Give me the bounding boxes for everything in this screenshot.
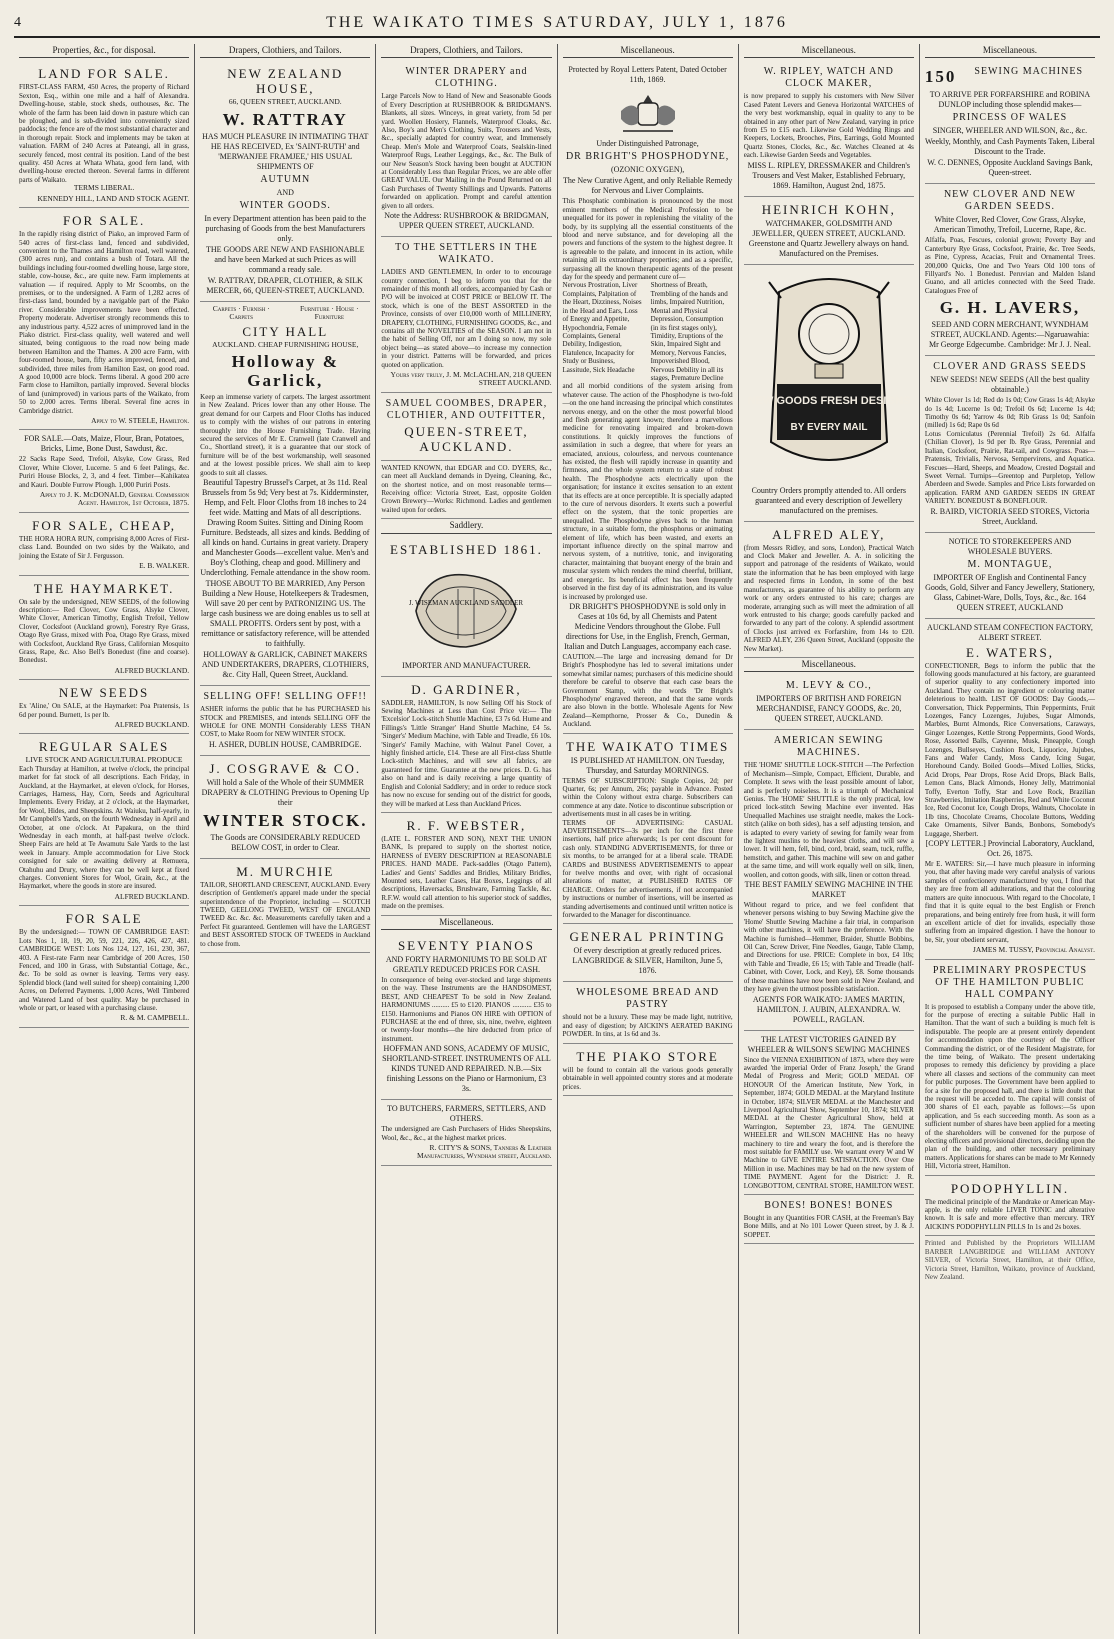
furnishing-brace [200,305,370,322]
ad-bones [744,1195,914,1244]
ad-factory: AUCKLAND STEAM CONFECTION FACTORY, ALBERT STREET. [927,622,1093,642]
section-header: Saddlery. [381,519,551,533]
ad-headline-row [925,64,1095,89]
ad-body: On sale by the undersigned, NEW SEEDS, of the following description:— Red Clover, Cow Grass, Alsyke Clover, White Clover, American Timothy, English Trefoil, Yellow Clover, Cocksfoot (Auckland grown), Forestry Rye Grass, Otago Rye Grass, mixed with Poa, Otago Rye Grass, mixed with Cocksfoot, Auckland Rye Grass, Californian Mosquito Grass, Rape, &c. Also Bell's Bonedust (fine and coarse). Bonedust. [19,597,190,665]
ad-body: will be found to contain all the various goods generally obtainable in well appointed country stores and at moderate prices. [562,1065,733,1091]
ad-winter-goods: WINTER GOODS. [239,199,331,211]
ad-title: LAND FOR SALE. [38,66,170,82]
ad-waters [925,619,1095,960]
ad-country-orders: Country Orders promptly attended to. All orders guaranteed and every description of Jewellery manufactured on the premises. [751,485,906,515]
ad-signature: E. B. WALKER. [139,561,190,571]
ad-patronage: Under Distinguished Patronage, [596,139,699,149]
ad-body: WANTED KNOWN, that EDGAR and CO. DYERS, &c., can meet all Auckland demands in Dyeing, Cleaning, &c., on the shortest notice, and on most reasonable terms—Receiving office: Victoria Street, East, opposite Golden Crown Brewery—Works: Richmond. Ladies and gentlemen waited upon for orders. [381,463,552,514]
ad-title: FOR SALE. [62,213,146,229]
ad-signature: Apply to J. K. McDONALD, General Commission Agent. Hamilton, 1st October, 1875. [39,490,190,508]
ad-signature: Note the Address: RUSHBROOK & BRIDGMAN, UPPER QUEEN STREET, AUCKLAND. [384,211,549,231]
ad-gardiner [381,677,551,813]
ad-alexander-watch [744,265,914,522]
ad-baird [925,356,1095,532]
ad-waikato-times [563,734,733,925]
ad-body: Of every description at greatly reduced prices. LANGBRIDGE & SILVER, Hamilton, June 5, 1876. [572,946,723,976]
ad-body: Keep an immense variety of carpets. The largest assortment in New Zealand. Prices lower than any other House. The great demand for our Carpets and Floor Cloths has induced us to comply with the wishes of our patrons in entering thoroughly into the House Furnishing Trade. Having secured the services of Mr E. Cranwell (late Cranwell and Co., Shortland street), it is a guarantee that our stock of furniture will be of the best workmanship, well seasoned and at the lowest possible prices. We shall aim to keep goods to suit all classes. [200,393,371,477]
ad-body: ASHER informs the public that he has PURCHASED his STOCK and PREMISES, and intends SELLING OFF the WHOLE for ONE MONTH Considerably LESS THAN COST, to Make Room for NEW WINTER STOCK. [200,705,371,739]
ad-title: WHOLESOME BREAD AND PASTRY [576,987,720,1011]
ad-body: HAS MUCH PLEASURE IN INTIMATING THAT HE HAS RECEIVED, Ex 'SAINT-RUTH' and 'MERWANJEE FRAMJEE,' HIS USUAL SHIPMENTS OF [202,131,369,171]
ad-title: TO THE SETTLERS IN THE WAIKATO. [395,242,538,266]
ad-montague [925,533,1095,619]
pocket-watch-icon [747,272,911,482]
ad-murchie [200,859,370,953]
ad-signature: ALFRED BUCKLAND. [114,665,190,675]
ad-body: By the undersigned:— TOWN OF CAMBRIDGE EAST: Lots Nos 1, 18, 19, 20, 59, 221, 226, 426, 427, 481. CAMBRIDGE WEST: Lots Nos 124, 127, 161, 230, 367, 403. A First-rate Farm near Cambridge of 200 Acres, 150 Fenced, and 100 in Grass, with Substantial Cottage, &c., &c. To be sold as owner is leaving. Terms very easy. Splendid block (land well suited for sheep) containing 1,200 Acres, on Deferred Payments. 1,000 Acres, Well Timbered and Watered Land of best quality. May be purchased in whole or part, or leased with a purchasing clause. [19,928,190,1012]
ad-importer: IMPORTER AND MANUFACTURER. [402,660,531,670]
ad-butchers [381,1100,551,1166]
ad-title: TO BUTCHERS, FARMERS, SETTLERS, AND OTHERS. [387,1104,546,1124]
ad-edgar-dyers [381,461,551,519]
ad-title: WINTER DRAPERY and CLOTHING. [405,66,528,90]
column-properties [14,44,195,1634]
ad-rushbrook [381,61,551,237]
ad-body: (from Messrs Ridley, and sons, London), Practical Watch and Clock Maker and Jeweller. A. A. in soliciting the support and patronage of the residents of Waikato, would state the information that he has been employed with large and respected firms in London, in some of the best manufacturers, as guarantee of his ability to perform any work or any orders entrusted to his care; charges are moderate, arranging such as will meet the admiration of all work entrusted to his charge; goods carefully packed and forwarded to any part of the colony. A splendid assortment of Clocks just arrived ex Forfarshire, from 14s to £20. ALFRED ALEY, 236 Queen Street, Auckland (opposite the New Market). [743,543,914,653]
ad-ripley [744,61,914,196]
ad-title: FOR SALE, CHEAP, [32,517,177,533]
ad-signature: W. RATTRAY, DRAPER, CLOTHIER, & SILK MERCER, 66, QUEEN-STREET, AUCKLAND. [206,275,365,295]
saddle-illustration [381,561,551,657]
ad-webster [381,813,551,916]
ad-body: CONFECTIONER, Begs to inform the public that the following goods manufactured at his factory, are guaranteed of superior quality to any confectionery imported into Auckland. They contain no ingredient or colouring matter deleterious to health. LIST OF GOODS: Day Goods,—Conversation, Thick Peppermints, Thin Peppermints, Fruit Lozenges, Fancy Lozenges, Jujubes, Sugar Almonds, Marbles, Burnt Almonds, Rice Conversations, Caraways, Ginger Lozenges, Kettle Strong Peppermints, Good Words, Rose, Assorted Balls, Cayenne, Musk, Pineapple, Cough Lozenges, Bullseyes, Cushion Rock, Liquorice, Jujubes, Fans and Wafer Candy, Moss Candy, Icing Sugar, Horehound Candy. Boiled Goods—Mixed Lollies, Sticks, Acid Drops, Pear Drops, Rose Acid Drops, Black Balls, Lemon Cans, Black Almonds, Honey Jelly, Matrimonial Toffy, Everton Toffy, Star and Love Rock, Brazilian Strawberries, Imitation Raspberries, Red and White Coconut Ice, Red Coconut Ice, Cough Drops, Walnuts, Chocolate in 1lb tins, Chocolate Creams, Chocolate Buttons, Wedding Cake Ornaments, Silver Bands, Bonbons, Somebody's Luggage, Sherbert. [924,661,1096,838]
ad-title: R. F. WEBSTER, [406,817,527,833]
ad-aley [744,522,914,658]
ad-title: CLOVER AND GRASS SEEDS [933,361,1087,373]
ad-reduced: The Goods are CONSIDERABLY REDUCED BELOW COST, in order to Clear. [210,832,361,852]
brace-right: Furniture · House · Furniture [300,303,359,322]
column-header: Miscellaneous. [925,44,1095,58]
ad-title: NEW SEEDS [58,685,150,701]
ad-title: HEINRICH KOHN, [761,201,896,217]
ad-title: REGULAR SALES [38,739,170,755]
column-header: Drapers, Clothiers, and Tailors. [200,44,370,58]
ad-wiseman [381,537,551,677]
ad-sale-cheap [19,513,189,576]
ad-tapestry: Beautiful Tapestry Brussel's Carpet, at 3s 11d. Real Brussels from 5s 9d; Very best at 7s. Kidderminster, Hemp, and Felt. Floor Cloths from 18 inches to 24 feet wide. Matting and Mats of all descriptions. Drawing Room Suites. Sitting and Dining Room Furniture. Bedsteads, all sizes and kinds. Bedding of all kinds on hand. Curtains in great variety. Drapery and Manchester Goods—excellent value. Men's and Boy's Clothing, cheap and good. Millinery and Underclothing. Female attendance in the show room. [200,478,371,578]
ad-body: should not be a luxury. These may be made light, nutritive, and easy of digestion; by AICKIN'S AERATED BAKING POWDER. In tins, at 1s 6d and 3s. [562,1013,733,1039]
ad-best: THE BEST FAMILY SEWING MACHINE IN THE MARKET [744,880,913,900]
ad-body: TAILOR, SHORTLAND CRESCENT, AUCKLAND. Every description of Gentlemen's apparel made under the special superintendence of the Proprietor, including — SCOTCH TWEED, GEELONG TWEED, WEST OF ENGLAND TWEED &c. &c. &c. Measurements carefully taken and a Perfect Fit guaranteed. Gentlemen will have the LARGEST and BEST ASSORTED STOCK OF TWEEDS in Auckland to chose from. [200,880,371,948]
masthead-title: THE WAIKATO TIMES SATURDAY, JULY 1, 1876 [326,14,788,31]
ad-public-hall [925,960,1095,1176]
ad-title: ESTABLISHED 1861. [390,541,543,557]
ad-rattray [200,61,370,301]
ad-bread [563,982,733,1043]
ad-terms: TERMS OF SUBSCRIPTION: Single Copies, 2d; per Quarter, 6s; per Annum, 26s; payable in Advance. Posted within the Colony without extra charge. Subscribers can commence at any date. Notice to discontinue subscription or advertisements must in all cases be in writing. [562,776,733,819]
ad-letter-title: [COPY LETTER.] Provincial Laboratory, Auckland, Oct. 26, 1875. [925,839,1095,859]
ad-signature: JAMES M. TUSSY, Provincial Analyst. [972,945,1096,955]
ad-title: D. GARDINER, [411,681,522,697]
ad-title: SAMUEL COOMBES, DRAPER, CLOTHIER, AND OUTFITTER, [385,397,548,421]
ad-title: DR BRIGHT'S PHOSPHODYNE, [565,151,730,163]
ad-payments: Weekly, Monthly, and Cash Payments Taken, Liberal Discount to the Trade. [925,137,1095,157]
ad-signature: R. & M. CAMPBELL. [120,1013,190,1023]
column-header: Drapers, Clothiers, and Tailors. [381,44,551,58]
ad-levy [744,675,914,730]
ad-piako-store [563,1044,733,1096]
ad-body: This Phosphatic combination is pronounced by the most eminent members of the Medical Profession to be unequalled for its power in replenishing the vitality of the body, by its supplying all the essential constituents of the blood and nerve substance, and for developing all the powers and functions of the system to the highest degree. It is agreeable to the palate, and innocent in its action, while retaining all its extraordinary properties; and as a specific, surpassing all the known therapeutic agents of the present day for the speedy and permanent cure of— [562,197,733,282]
ad-autumn: AUTUMN [260,173,311,185]
ad-terms: TERMS LIBERAL. [73,183,135,193]
disease-list-left: Nervous Prostration, Liver Complaints, Palpitation of the Heart, Dizziness, Noises in the Head and Ears, Loss of Energy and Appetite, Hypochondria, Female Complaints, General Debility, Indigestion, Flatulence, Incapacity for Study or Business, Lassitude, Sick Headache [562,281,642,374]
ad-land-for-sale [19,61,189,208]
section-header: Miscellaneous. [744,658,914,672]
ad-body: FIRST-CLASS FARM, 450 Acres, the property of Richard Sexton, Esq., within one mile and a half of Alexandra. Dwelling-house, stable, stock sheds, outhouses, &c. The whole of the farm has been laid down in pasture which can be ploughed, and is sub-divided into conveniently sized paddocks; the fence are of the most substantial character and in thorough repair. Stock and implements may be taken at valuation. FARM of 240 Acres at Pateangi, all in grass, securely fenced, most central its position. Land of the best quality. 450 Acres at Whata Whata, good fern land, with dwelling-house erected thereon. Several farms in different parts of Waikato. [19,83,190,184]
ad-settlers [381,237,551,393]
watch-headline: NEW GOODS FRESH DESIGNS [747,394,911,407]
ad-regular-sales [19,734,189,906]
ad-body: IMPORTERS OF BRITISH AND FOREIGN MERCHANDISE, FANCY GOODS, &c. 20, QUEEN STREET, AUCKLAND. [756,694,902,724]
ad-subtitle: AUCKLAND. CHEAP FURNISHING HOUSE, [212,339,359,349]
ad-title: THE LATEST VICTORIES GAINED BY WHEELER & WILSON'S SEWING MACHINES [747,1034,910,1054]
column-watchmakers [739,44,920,1634]
ad-seeds-list: White Clover, Red Clover, Cow Grass, Alsyke, American Timothy, Trefoil, Lucerne, Rape, &c. [933,215,1087,235]
ad-signature: HOFFMAN AND SONS, ACADEMY OF MUSIC, SHORTLAND-STREET. INSTRUMENTS OF ALL KINDS TUNED AND REPAIRED. N.B.—Six finishing Lessons on the Piano or Harmonium, £3 3s. [382,1044,551,1094]
ad-title: M. MONTAGUE, [967,558,1053,570]
ad-kohn [744,197,914,265]
ad-princess: PRINCESS OF WALES [952,112,1068,124]
ad-body: Each Thursday at Hamilton, at twelve o'clock, the principal market for fat stock of all descriptions. Each Friday, in Auckland, at the Haymarket, at eleven o'clock, for Horses, Carriages, Harness, Hay, Corn, Seeds and Agricultural Implements. Every Friday, at 2 o'clock, at the Haymarket, for Wool, Hides, and Sheepskins. At Waiuku, half-yearly, in Mr Campbell's Yards, on the fourth Wednesday in April and October, at one o'clock. At Papakura, on the third Wednesday in each month, at half-past twelve o'clock. Sheep Fairs are held at Te Awamutu Sale Yards to the last week in January. Ample accommodation for Live Stock consigned for sale or awaiting delivery at Remuera, Otahuhu and Drury, where they can be well kept at fixed charges. Convenient Stores for Wool, Grain, &c., at the Haymarket, where the goods in store are insured. [19,764,190,891]
ad-body: Lotus Corniculatus (Perennial Trefoil) 2s 6d. Alfalfa (Chilian Clover), 1s 9d per lb. Rye Grass, Perennial and Italian, Cocksfoot, Prairie, Rat-tail, and Cowgrass. Poas—Pratensis, Trivialis, Nervosa, Sempervirens, and Aquatica. Fescues—Hard, Sheeps, and Meadow, Crested Dogstail and Sweet Vernal. Turnips—Greentop and Purpletop, Yellow Aberdeen and Swede. Samples and Price Lists forwarded on application. FARM AND GARDEN SEEDS IN GREAT VARIETY. BONEDUST & BONEFLOUR. [924,429,1096,506]
ad-letter-body: Mr E. WATERS: Sir,—I have much pleasure in informing you, that after having made very careful analysis of various samples of confectionery manufactured by you, I find that they are free from all adulterations, and that the colouring matters are quite innocuous. With regard to the Chocolate, I find that it is quite equal to the best English or French preparations, and being entirely free from husk, it will form an excellent article of diet for invalids, especially those suffering from an impaired digestion. I have the honour to be, Sir, your obedient servant, [924,860,1096,944]
ad-body-2: and all morbid conditions of the system arising from whatever cause. The action of the Phosphodyne is two-fold—on the one hand increasing the principal which constitutes nervous energy, and on the other the most powerful blood and flesh generating agent known; therefore a marvellous medicine for renovating impaired and broken-down constitutions. It quickly improves the functions of assimilation in such a degree, that where for years an emaciated, anxious, colourless, and nervous countenance has existed, the flesh will rapidly increase in quantity and firmness, and the whole system return to a state of robust health. The Phosphodyne acts electrically upon the organisation; for instance it excites sensation to an extent that its effects are at once perceptible. It is specially adapted to the cure of nervous disorders. It exerts such a powerful effect on the system, that the tonic properties are unequalled. The Phosphodyne gives back to the human structure, in a suitable form, the phosphorus or animating element of life, which has been wasted, and exerts an important influence directly on the spinal marrow and nervous system, of a nutritive, tonic, and invigorating character, maintaining that buoyant energy of the brain and muscular system which renders the mind cheerful, brilliant, and energetic. Its beneficial effect has been frequently observed in the first day of its administration, and its value is increased by prolonged use. [562,382,733,601]
ad-body: LADIES AND GENTLEMEN, In order to to encourage country connection, I beg to inform you that for the remainder of this month all orders, accompanied by Cash or P/O will be invoiced at COST PRICE or BELOW IT. The stock, which is one of the BEST ASSORTED in the Province, consists of over £10,000 worth of MILLINERY, DRAPERY, CLOTHING, FURNISHING GOODS, &c., and contains all the NOVELTIES of the SEASON. I am not in the habit of Selling Off, nor am I doing so now, my sole object being—as stated above—to increase my connection in your district. Patterns will be forwarded, and prices quoted on application. [381,268,552,369]
ad-holloway [200,302,370,686]
ad-disease-list [563,281,733,382]
ad-dr-bright [563,61,733,733]
ad-patent: Protected by Royal Letters Patent, Dated October 11th, 1869. [568,65,727,85]
ad-body: Ex 'Aline,' On SALE, at the Haymarket: Poa Pratensis, 1s 6d per pound. Burnett, 1s per lb. [19,702,190,719]
column-header: Miscellaneous. [744,44,914,58]
ad-body: TO ARRIVE PER FORFARSHIRE and ROBINA DUNLOP including those splendid makes— [929,90,1091,110]
ad-haymarket [19,576,189,681]
ad-ozonic: (OZONIC OXYGEN), [610,165,685,175]
ad-subtitle: The New Curative Agent, and only Reliable Remedy for Nervous and Liver Complaints. [562,176,733,196]
ad-signature: MISS L. RIPLEY, DRESSMAKER and Children's Trousers and Vest Maker, Established February, 1869. Hamilton, August 2nd, 1875. [747,160,910,190]
saddle-icon [406,561,526,657]
ad-body: The medicinal principle of the Mandrake or American May-apple, is the only reliable LIVER TONIC and alterative known. It is safe and more effective than mercury. TRY AICKIN'S PODOPHYLLIN PILLS In 1s and 2s boxes. [924,1197,1096,1231]
ad-text: In every Department attention has been paid to the purchasing of Goods from the best Manufacturers only. [204,213,367,243]
ad-body: THE 'HOME' SHUTTLE LOCK-STITCH —The Perfection of Mechanism—Simple, Compact, Efficient, Durable, and Complete. It sews with the least possible amount of labor, and is perfectly noiseless. It is a triumph of Mechanical Genius. The 'HOME' SHUTTLE is the only practical, low priced lock-stitch Sewing Machine ever invented. Has Unequalled Machines use straight needle, makes the Lock-stitch (alike on both sides), has a self adjusting tension, and is adapted to every variety of sewing for family wear from the lightest muslins to the heaviest cloths, and will sew a lower. It will hem, fell, bind, cord, braid, seam, tuck, ruffle, hemstitch, and gather. This machine will sew on and gather at the same time, and will work equally well on silk, linen, woollen, and cotton goods, with silk, linen or cotton thread. [743,761,914,879]
ad-title: W. RIPLEY, WATCH AND CLOCK MAKER, [763,66,894,90]
ad-asher [200,686,370,756]
ad-title: J. COSGRAVE & CO. [209,760,362,776]
section-header: Miscellaneous. [381,916,551,930]
ad-subtitle: AND FORTY HARMONIUMS TO BE SOLD AT GREATLY REDUCED PRICES FOR CASH. [385,954,548,974]
ad-title: ALFRED ALEY, [772,526,886,542]
ad-signature: W. C. DENNES, Opposite Auckland Savings Bank, Queen-street. [927,158,1093,178]
ad-signature: DR BRIGHT'S PHOSPHODYNE is sold only in Cases at 10s 6d, by all Chemists and Patent Medicine Vendors throughout the Globe. Full directions for Use, in the English, French, German, Italian and Dutch Languages, accompany each case. [564,601,732,651]
ad-wheeler-wilson [744,1031,914,1196]
ad-number: 150 [924,67,957,87]
ad-married: THOSE ABOUT TO BE MARRIED, Any Person Building a New House, Hotelkeepers & Tradesmen, Will save 20 per cent by PATRONIZING US. The large cash business we are doing enables us to sell at SMALL PROFITS. Orders sent by post, with a remittance or satisfactory reference, will be attended to faithfully. [200,579,370,649]
ad-signature: Yours very truly, J. M. McLACHLAN, 218 QUEEN STREET AUCKLAND. [390,369,552,388]
ad-title: SEWING MACHINES [974,66,1083,78]
ad-signature: Apply to W. STEELE, Hamilton. [91,416,190,426]
ad-body: (LATE L. FORSTER AND SON), NEXT THE UNION BANK, Is prepared to supply on the shortest notice, HARNESS of EVERY DESCRIPTION at REASONABLE PRICES. HAND MADE. Pack-saddles (Otago Pattern), Ladies' and Gents' Saddles and Bridles, Military Bridles, Mounted sets, Leather Cases, Hat Boxes, Leggings of all descriptions, Haversacks, Brushware, Farming Tackle, &c. R.F.W. would call attention to his superior stock of saddles, made on the premises. [381,834,552,911]
column-misc-2 [920,44,1100,1634]
ad-name: Holloway & Garlick, [231,352,339,391]
page-number: 4 [14,15,21,30]
ad-title: SELLING OFF! SELLING OFF!! [203,691,367,703]
ad-title: AMERICAN SEWING MACHINES. [773,735,884,759]
ad-title: M. MURCHIE [236,863,335,879]
ad-signature: R. BAIRD, VICTORIA SEED STORES, Victoria Street, Auckland. [930,506,1090,526]
ad-singer: SINGER, WHEELER AND WILSON, &c., &c. [932,126,1088,136]
ad-body: In consequence of being over-stocked and large shipments on the way. These Instruments are the HANDSOMEST, BEST, AND CHEAPEST To be sold in New Zealand. HARMONIUMS .......... £5 to £120. PIANOS ........... £35 to £150. Harmoniums and Pianos ON HIRE with OPTION of PURCHASE at the end of three, six, nine, twelve, eighteen or twenty-four months—the hire deducted from price of instrument. [381,975,552,1043]
ad-podophyllin [925,1176,1095,1237]
ad-printing [563,924,733,982]
ad-title: M. LEVY & CO., [785,680,872,692]
ad-dennes-machines [925,61,1095,184]
ad-hoffman-pianos [381,933,551,1100]
ad-body: WATCHMAKER, GOLDSMITH AND JEWELLER, QUEEN STREET, AUCKLAND. Greenstone and Quartz Jewellery always on hand. Manufactured on the Premises. [748,218,909,258]
ad-for-sale-cambridge [19,906,189,1027]
ad-body: The undersigned are Cash Purchasers of Hides Sheepskins, Wool, &c., &c., at the highest market prices. [381,1125,552,1142]
column-misc-1 [558,44,739,1634]
ad-name: W. RATTRAY [222,109,348,129]
ad-title: SEVENTY PIANOS [397,937,535,953]
ad-body: Large Parcels Now to Hand of New and Seasonable Goods of Every Description at RUSHBROOK & BRIDGMAN'S. Blankets, all sizes. Winceys, in great variety, from 5d per yard. Woollen Hosiery, Flannels, Waterproof Cloaks, &c. Also, Boy's and Men's Clothing, Suits, Trousers and Vests, &c., specially adapted for country wear, and Immensely Cheap. Men's Mole and Waterproof Coats, Sealskin-lined Waterproof Rugs, Leather Leggings, &c., &c. The Bulk of our New Season's Stock having been bought at AUCTION at Considerably Less than Regular Prices, we are able offer GREAT VALUE. Our Mailing in the Pound Returned on all Cash Purchases of Twenty Shillings and Upwards. Patterns forwarded on application. Prompt and careful attention given to all orders. [381,92,552,210]
disease-list-right: Shortness of Breath, Trembling of the hands and limbs, Impaired Nutrition, Mental and Physical Depression, Consumption (in its first stages only), Timidity, Eruptions of the Skin, Impaired Sight and Memory, Nervous Fancies, Impoverished Blood, Nervous Debility in all its stages, Premature Decline [650,281,728,382]
ad-title: PODOPHYLLIN. [950,1180,1070,1196]
ad-subtitle: LIVE STOCK AND AGRICULTURAL PRODUCE [25,755,183,765]
ad-cosgrave [200,756,370,859]
ad-agents: AGENTS FOR WAIKATO: JAMES MARTIN, HAMILTON. J. AUBIN, ALEXANDRA. W. POWELL, RAGLAN. [752,994,905,1024]
ad-lavers [925,184,1095,356]
ad-price: Without regard to price, and we feel confident that whenever persons wishing to buy Sewing Machine give the 'Home' Shuttle Sewing Machine a fair trial, in comparison with other machines, it will have the preference. With the Machine is furnished—Hemmer, Braider, Shuttle Bobbins, Oil Can, Screw Driver, Fine Needles, Gauge, Table Clamp, and Directions for use. PRICE: Complete in box, £4 10s; with Table and Treadle, £6 15; with Table and Treadle (half-Cabinet, with Cover, Lock, and Key), £8. Some thousands of these machines have now been sold in New Zealand, and they have given the utmost possible satisfaction. [743,901,914,994]
ad-winter-stock: WINTER STOCK. [202,810,368,830]
ad-address: QUEEN-STREET, AUCKLAND. [404,423,529,454]
ad-price-list: White Clover 1s 1d; Red do 1s 0d; Cow Grass 1s 4d; Alsyke do 1s 4d; Lucerne 1s 0d; Trefoil 0s 6d; Lucerne 1s 4d; Timothy 0s 6d; Yarrow 4s 0d; Rib Grass 1s 0d; Sanfoin (milled) 1s 6d; Rape 0s 6d [924,396,1096,430]
ad-title: THE PIAKO STORE [576,1048,719,1064]
ad-title: CITY HALL [242,323,329,339]
column-header: Miscellaneous. [563,44,733,58]
ad-signature: HOLLOWAY & GARLICK, CABINET MAKERS AND UNDERTAKERS, DRAPERS, CLOTHIERS, &c. City Hall, Queen Street, Auckland. [201,650,369,680]
ad-signature: ALFRED BUCKLAND. [114,719,190,729]
ad-body: SADDLER, HAMILTON, Is now Selling Off his Stock of Sewing Machines at Less than Cost Price viz:— The 'Excelsior' Lock-stitch Shuttle Machine, £3 7s 6d. Hume and Fillings's 'Little Stranger' Hand Shuttle Machine, £4 5s. 'Singer's' Medium Machine, with Table and Treadle, £6 10s. 'Singer's' Family Machine, with Walnut Panel Cover, a highly finished article, £14. These are all First-class Shuttle Lock-stitch Machines, and will sew all fabrics, are guaranteed for time. Guarantee at the new prices. D. G. has also on hand and is daily receiving a large quantity of English and Colonial Saddlery; and in order to reduce stock has now no excuse for sending out of the district for goods, they will be marked at Less than Auckland Prices. [381,698,552,808]
ad-address: 66, QUEEN STREET, AUCKLAND. [228,97,342,107]
ad-signature: R. CITY'S & SONS, Tanners & Leather Manufacturers, Wyndham street, Auckland. [417,1143,552,1161]
ad-body: Will hold a Sale of the Whole of their SUMMER DRAPERY & CLOTHING Previous to Opening Up their [201,777,369,807]
ad-body: Since the VIENNA EXHIBITION of 1873, where they were awarded 'the imperial Order of Franz Joseph,' the Grand Medal of Progress and Merit; GOLD MEDAL OF HONOUR Of the American Institute, New York, in September, 1874; GOLD MEDAL at the Maryland Institute in October, 1874; SILVER MEDAL at the Manchester and Liverpool Agricultural Show, September 10, 1874; SILVER MEDAL at the Chester Agricultural Show, held at Warrington, September 23, 1874. The GENUINE WHEELER and WILSON MACHINE Has no heavy machinery to tire and weary the foot, and is therefore the most suitable for FAMILY use. We warrant every W and W Machine to GIVE ENTIRE SATISFACTION. Over One Million in use. Machines may be had on the new system of TIME PAYMENT. Agent for the District: J. R. LONGBOTTOM, CENTRAL STORE, HAMILTON WEST. [743,1055,914,1190]
ad-title: NEW ZEALAND HOUSE, [227,66,344,97]
ad-body: THE HORA HORA RUN, comprising 8,000 Acres of First-class Land. Bounded on two sides by the Waikato, and joining the Estate of Sir J. Fergusson. [19,534,190,560]
ad-name: G. H. LAVERS, [939,298,1081,318]
ad-title: GENERAL PRINTING [569,929,726,945]
ad-for-sale-piako [19,208,189,430]
ad-signature: ALFRED BUCKLAND. [114,891,190,901]
ad-adv-terms: TERMS OF ADVERTISING: CASUAL ADVERTISEMENTS—3s per inch for the first three insertions, half price afterwards; 1s per cent discount for cash only. STANDING ADVERTISEMENTS, for three or six months, to be arranged for at a liberal scale. TRADE CARDS and BUSINESS ADVERTISEMENTS to appear for twelve months and over, with right of occasional alterations of matter, at PUBLISHED RATES OF CHARGE. Orders for advertisements, if not accompanied by instructions or number of insertions, will be inserted as standing advertisements and continued until written notice is forwarded to the Manager for discontinuance. [562,818,733,920]
ad-body: 22 Sacks Rape Seed, Trefoil, Alsyke, Cow Grass, Red Clover, White Clover, Lucerne. 5 and 6 feet Palings, &c. Puriri House Blocks, 2, 3, and 4 feet. Timber—Kahikatea and Kauri. Double Furrow Plough. 1,000 Puriri Posts. [19,455,190,489]
ad-coombes [381,393,551,461]
watch-subline: BY EVERY MAIL [790,421,868,433]
ad-title: THE HAYMARKET. [33,580,175,596]
ad-and: AND [276,187,294,197]
ad-publication: IS PUBLISHED AT HAMILTON. ON Tuesday, Thursday, and Saturday MORNINGS. [570,755,725,775]
printer-imprint: Printed and Published by the Proprietors WILLIAM BARBER LANGBRIDGE and WILLIAM ANTONY SILVER, of Victoria Street, Hamilton, at their Office, Victoria Street, Hamilton, Waikato, province of Auckland, New Zealand. [924,1239,1096,1281]
ad-title: NEW CLOVER AND NEW GARDEN SEEDS. [943,189,1076,213]
ad-text: THE GOODS ARE NEW AND FASHIONABLE and have been Marked at such Prices as will command a ready sale. [205,244,365,274]
brace-left: Carpets · Furnish · Carpets [212,303,270,322]
columns [14,44,1100,1634]
ad-body: It is proposed to establish a Company under the above title, for the purpose of erecting a suitable Public Hall in Hamilton. That the want of such a building is much felt is indisputable. The people are at present entirely dependent for accommodation upon the courtesy of the Officer Commanding the district, or of the Resident Magistrate, for the time being, of Waikato. The present undertaking proposes to remedy this deficiency by providing a place where all classes and sections of the community can meet for public purposes. The Government have been applied to for a site for the proposed hall, and there is little doubt that the request will be acceded to. The capital will consist of 300 shares of £1 each, payable as follows:—5s upon application, and 5s each succeeding month. As soon as a sufficient number of shares have been applied for a meeting of the shareholders will be convened for the purpose of electing officers and provisional directors, deciding upon the plan of the building, and other necessary preliminary matters. Applications for shares can be made to Mr Kennedy Hill, Victoria street, Hamilton. [924,1002,1096,1171]
ad-new-seeds [19,680,189,734]
ad-body: Alfalfa, Poas, Fescues, colonial grown; Poverty Bay and Canterbury Rye Grass, Cocksfoot, Prairie, &c. Tree Seeds, as Pine, Cypress, Acacias, Fruit and Ornamental Trees. 200,000 Quicks, One and Two Years Old 100 tons of Fillyard's No. 1 Bonedust. Peruvian and Malden Island Guano, and all articles connected with the Seed Trade. Catalogues Free of [924,236,1096,295]
ad-oats-maize [19,430,189,512]
saddle-text: J. WISEMAN AUCKLAND SADDLER [409,598,524,607]
ad-signature: SEED AND CORN MERCHANT, WYNDHAM STREET, AUCKLAND. Agents:—Ngaruawahia: Mr George Edgecumbe. Cambridge: Mr J. J. Neal. [929,320,1091,350]
ad-title: FOR SALE.—Oats, Maize, Flour, Bran, Potatoes, Bricks, Lime, Bone Dust, Sawdust, &c. [24,434,185,454]
ad-title: THE WAIKATO TIMES [565,738,730,754]
ad-notice: NOTICE TO STOREKEEPERS AND WHOLESALE BUYERS. [948,536,1072,556]
watch-illustration [744,272,914,482]
ad-title: BONES! BONES! BONES [764,1200,894,1211]
ad-title: PRELIMINARY PROSPECTUS OF THE HAMILTON PUBLIC HALL COMPANY [932,964,1088,1000]
ad-signature: KENNEDY HILL, LAND AND STOCK AGENT. [37,193,190,203]
ad-title: E. WATERS, [965,644,1054,660]
masthead [14,10,1100,38]
royal-crest [563,89,733,135]
ad-body: In the rapidly rising district of Piako, an improved Farm of 540 acres of first-class land, fenced and subdivided, convenient to the Thames and Hamilton road, well watered, (300 acres run), and contains a bush of Totara. All the buildings including four-roomed dwelling house, large store, stable, cow-house, &c., are quite new. Farm implements at valuation — if required. Apply to Mr Scoombs, on the premises, or to the undersigned. A Farm of 1,282 acres of first-class land, bounded by a navigable part of the Piako river. Considerable improvements have been effected. Property moderate. Advertiser strongly recommends this to any industrious party. 4,522 acres of unimproved land in the Piako district. First-class quality, well watered and well situated, being contiguous to the road now being made between Hamilton and the Thames. A 200 acre Farm, with four-roomed house, barn, fifty acres improved, fenced, and subdivided, three miles from Hamilton East, on good road. A good 10,000 acre block. Terms liberal. A good 200 acre Farm close to Hamilton, partially improved. Several blocks of land (unimproved) in various parts of the Waikato, from 50 to 2,000 acres. Terms liberal. Several fine acres in Cambridge district. [19,230,190,415]
ad-caution: CAUTION.—The large and increasing demand for Dr Bright's Phosphodyne has led to several imitations under somewhat similar names; purchasers of this medicine should therefore be careful to observe that each case bears the Government Stamp, with the words 'Dr Bright's Phosphodyne' engraved thereon, and that the same words are also blown in the bottle. Wholesale Agents for New Zealand—Kempthorne, Prosser & Co., Dunedin & Auckland. [562,652,733,729]
column-drapers-1 [195,44,376,1634]
ad-title: FOR SALE [65,911,143,927]
ad-signature: H. ASHER, DUBLIN HOUSE, CAMBRIDGE. [209,739,362,749]
column-header: Properties, &c., for disposal. [19,44,189,58]
ad-new-seeds: NEW SEEDS! NEW SEEDS (All the best quality obtainable.) [930,375,1090,395]
crest-icon [613,89,683,135]
ad-body: is now prepared to supply his customers with New Silver Cased Patent Levers and Geneva Horizontal WATCHES of the very best workmanship, equal in quality to any to be obtained in any other part of New Zealand, varying in price from £5 to £15 each. Likewise Gold Wedding Rings and Keepers, Lockets, Brooches, Pins, Earrings, Gold Mounted Quartz Stones, Clocks, &c., &c. Watches Cleaned at 4s each. Likewise Garden Seeds and Vegetables. [743,92,914,160]
ad-body: Bought in any Quantities FOR CASH, at the Freeman's Bay Bone Mills, and at No 101 Lower Queen street, by J. & J. SOPPET. [743,1214,914,1239]
ad-sewing-machines [744,730,914,1030]
column-drapers-2 [376,44,557,1634]
ad-body: IMPORTER OF English and Continental Fancy Goods, Gold, Silver and Fancy Jewellery, Stationery, Glass, Cabinet-Ware, Dolls, Toys, &c., &c. 164 QUEEN STREET, AUCKLAND [925,572,1095,612]
